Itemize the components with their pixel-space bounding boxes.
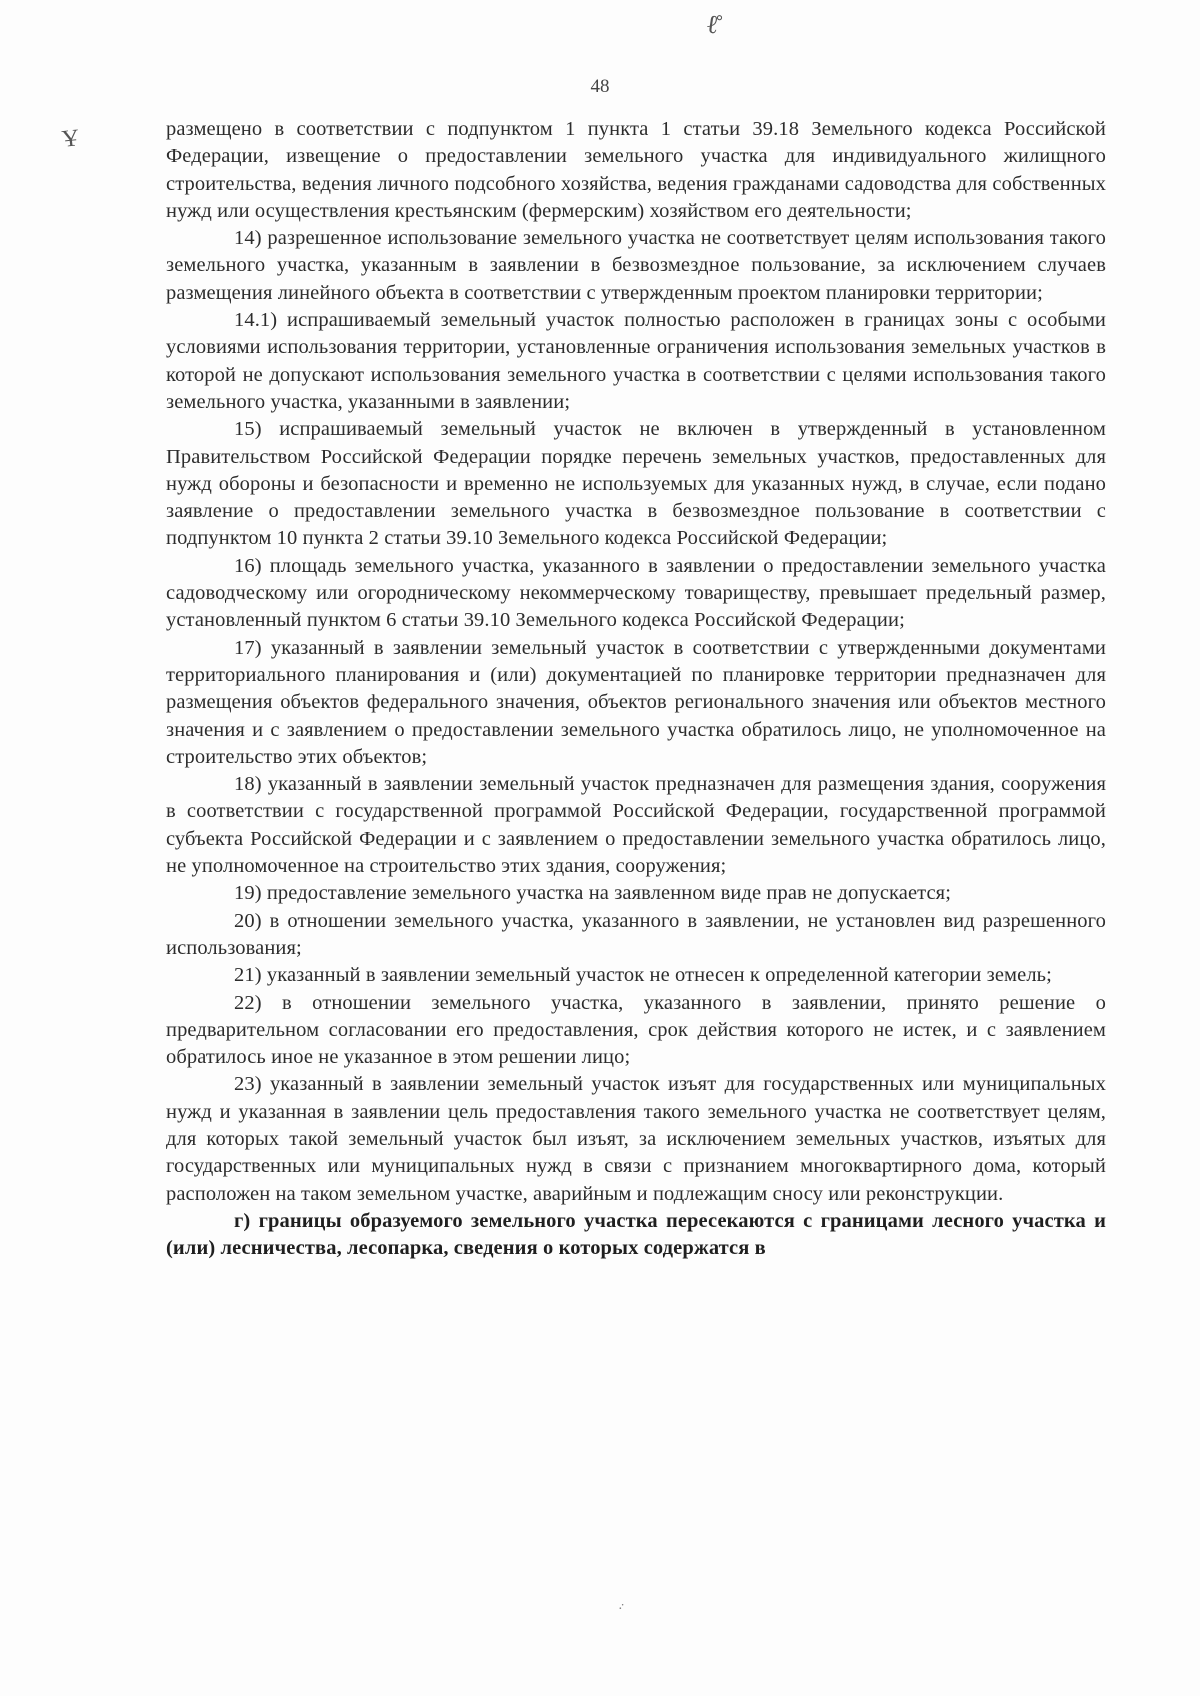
paragraph-item-15: 15) испрашиваемый земельный участок не включен в утвержденный в установленном Правительством Российской Федерации порядке перечень земельных участков, предоставленных для нужд обороны и безопасности и временно не используемых для указанных нужд, в случае, если подано заявление о предоставлении земельного участка в безвозмездное пользование в соответствии с подпунктом 10 пункта 2 статьи 39.10 Земельного кодекса Российской Федерации; <box>166 418 1106 550</box>
bottom-mark: ·̇ <box>618 1602 623 1617</box>
paragraph-item-18: 18) указанный в заявлении земельный участок предназначен для размещения здания, сооружения в соответствии с государственной программой Российской Федерации, государственной программой субъекта Российской Федерации и с заявлением о предоставлении земельного участка обратилось лицо, не уполномоченное на строительство этих здания, сооружения; <box>166 773 1106 878</box>
paragraph-item-16: 16) площадь земельного участка, указанного в заявлении о предоставлении земельного участка садоводческому или огородническому некоммерческому товариществу, превышает предельный размер, установленный пунктом 6 статьи 39.10 Земельного кодекса Российской Федерации; <box>166 554 1106 632</box>
document-body <box>166 116 1106 1262</box>
paragraph-item-23: 23) указанный в заявлении земельный участок изъят для государственных или муниципальных нужд и указанная в заявлении цель предоставления такого земельного участка не соответствует целям, для которых такой земельный участок был изъят, за исключением земельных участков, изъятых для государственных или муниципальных нужд в связи с признанием многоквартирного дома, который расположен на таком земельном участке, аварийным и подлежащим сносу или реконструкции. <box>166 1073 1106 1205</box>
paragraph-item-22: 22) в отношении земельного участка, указанного в заявлении, принято решение о предварительном согласовании его предоставления, срок действия которого не истек, и с заявлением обратилось иное не указанное в этом решении лицо; <box>166 991 1106 1069</box>
paragraph-item-14: 14) разрешенное использование земельного участка не соответствует целям использования такого земельного участка, указанным в заявлении в безвозмездное пользование, за исключением случаев размещения линейного объекта в соответствии с утвержденным проектом планировки территории; <box>166 227 1106 304</box>
paragraph-item-19: 19) предоставление земельного участка на заявленном виде прав не допускается; <box>234 882 951 905</box>
paragraph-item-17: 17) указанный в заявлении земельный участок в соответствии с утвержденными документами территориального планирования и (или) документацией по планировке территории предназначен для размещения объектов федерального значения, объектов регионального значения или объектов местного значения и с заявлением о предоставлении земельного участка обратилось лицо, не уполномоченное на строительство этих объектов; <box>166 636 1106 768</box>
paragraph-item-14-1: 14.1) испрашиваемый земельный участок полностью расположен в границах зоны с особыми условиями использования территории, установленные ограничения использования земельных участков в которой не допускают использования земельного участка в соответствии с целями использования такого земельного участка, указанными в заявлении; <box>166 309 1106 413</box>
paragraph-item-20: 20) в отношении земельного участка, указанного в заявлении, не установлен вид разрешенного использования; <box>166 909 1106 959</box>
paragraph-item-21: 21) указанный в заявлении земельный участок не отнесен к определенной категории земель; <box>234 964 1052 987</box>
top-handwritten-mark: ℓ̊ <box>704 9 721 40</box>
margin-mark: Ұ <box>60 125 81 153</box>
paragraph-subsection-g: г) границы образуемого земельного участка пересекаются с границами лесного участка и (или) лесничества, лесопарка, сведения о которых содержатся в <box>166 1209 1106 1260</box>
page-number: 48 <box>590 76 610 97</box>
paragraph-continuation: размещено в соответствии с подпунктом 1 пункта 1 статьи 39.18 Земельного кодекса Российской Федерации, извещение о предоставлении земельного участка для индивидуального жилищного строительства, ведения личного подсобного хозяйства, ведения гражданами садоводства для собственных нужд или осуществления крестьянским (фермерским) хозяйством его деятельности; <box>166 118 1106 222</box>
